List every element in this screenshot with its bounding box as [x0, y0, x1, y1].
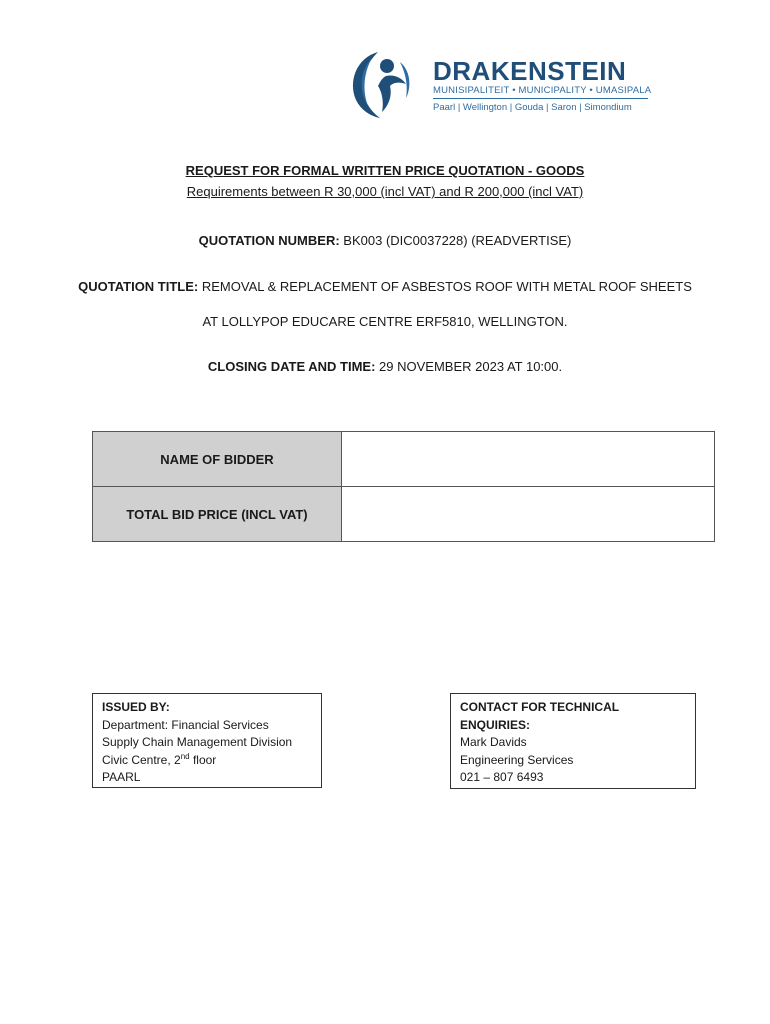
logo-subtitle: MUNISIPALITEIT • MUNICIPALITY • UMASIPALA: [433, 85, 652, 96]
bidder-name-label: NAME OF BIDDER: [93, 432, 342, 487]
quotation-number-label: QUOTATION NUMBER:: [198, 233, 340, 248]
issued-by-city: PAARL: [102, 770, 141, 784]
document-title: [0, 163, 770, 178]
quotation-title-label: QUOTATION TITLE:: [78, 279, 199, 294]
address-prefix: Civic Centre, 2: [102, 752, 181, 767]
technical-contact-heading: CONTACT FOR TECHNICAL ENQUIRIES:: [460, 700, 619, 732]
logo-emblem-icon: [342, 44, 422, 124]
issued-by-address: [102, 752, 312, 770]
address-suffix: floor: [189, 752, 217, 767]
quotation-number-value: BK003 (DIC0037228) (READVERTISE): [343, 233, 572, 248]
logo-divider: [433, 98, 648, 99]
technical-contact-box: [450, 693, 696, 789]
logo-towns: Paarl | Wellington | Gouda | Saron | Simondium: [433, 102, 632, 113]
closing-date: [0, 359, 770, 374]
bidder-name-field[interactable]: [342, 432, 715, 487]
document-subtitle: Requirements between R 30,000 (incl VAT) and R 200,000 (incl VAT): [186, 184, 584, 199]
issued-by-division: Supply Chain Management Division: [102, 735, 293, 749]
quotation-title-line2: AT LOLLYPOP EDUCARE CENTRE ERF5810, WELLINGTON.: [202, 314, 568, 329]
title-text: REQUEST FOR FORMAL WRITTEN PRICE QUOTATION - GOODS: [185, 163, 585, 178]
table-row: [93, 432, 715, 487]
municipality-logo: [340, 44, 660, 124]
bid-table: [92, 431, 715, 542]
bid-price-label: TOTAL BID PRICE (INCL VAT): [93, 487, 342, 542]
address-ordinal: nd: [180, 751, 190, 761]
contact-name: Mark Davids: [460, 735, 527, 749]
issued-by-box: [92, 693, 322, 788]
logo-name: DRAKENSTEIN: [433, 56, 627, 86]
issued-by-department: Department: Financial Services: [102, 717, 269, 732]
issued-by-heading: ISSUED BY:: [102, 700, 170, 714]
quotation-title: [0, 279, 770, 294]
contact-department: Engineering Services: [460, 752, 574, 767]
quotation-number: [0, 233, 770, 248]
table-row: [93, 487, 715, 542]
closing-date-value: 29 NOVEMBER 2023 AT 10:00.: [379, 359, 563, 374]
closing-date-label: CLOSING DATE AND TIME:: [207, 359, 376, 374]
contact-phone: 021 – 807 6493: [460, 770, 544, 784]
quotation-title-value: REMOVAL & REPLACEMENT OF ASBESTOS ROOF WITH METAL ROOF SHEETS: [201, 279, 692, 294]
bid-price-field[interactable]: [342, 487, 715, 542]
